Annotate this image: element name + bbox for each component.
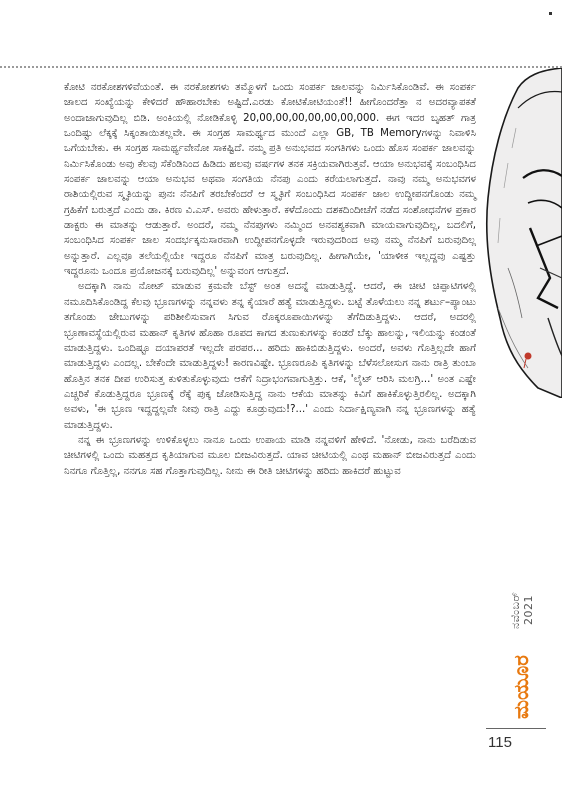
paragraph-3: ನನ್ನ ಈ ಭ್ರೂಣಗಳನ್ನು ಉಳಿಕೊಳ್ಳಲು ನಾನೂ ಒಂದು ಉಪಾಯ ಮಾಡಿ ನನ್ನವಳಿಗೆ ಹೇಳಿದೆ. 'ನೋಡು, ನಾನು ಬರೆದಿಡುವ ಚೀಟಿಗಳಲ್ಲಿ ಒಂದು ಮಹತ್ತದ ಕೃತಿಯಾಗುವ ಮೂಲ ಬೀಜವಿರುತ್ತದೆ. ಯಾವ ಚೀಟಿಯಲ್ಲಿ ಎಂಥ ಮಹಾನ್ ಬೀಜವಿರುತ್ತದೆ ಎಂದು ನಿನಗೂ ಗೊತ್ತಿಲ್ಲ, ನನಗೂ ಸಹ ಗೊತ್ತಾಗುವುದಿಲ್ಲ. ನೀನು ಈ ರೀತಿ ಚೀಟಿಗಳನ್ನು ಹರಿದು ಹಾಕಿದರೆ ಹುಟ್ಟುವ [64, 434, 476, 477]
face-illustration [478, 68, 562, 398]
corner-mark [549, 12, 552, 15]
page-number: 115 [488, 734, 512, 751]
page-top-margin [0, 0, 562, 60]
paragraph-1: ಕೋಟಿ ನರಕೋಶಗಳಿವೆಯಂತೆ. ಈ ನರಕೋಶಗಳು ತಮ್ಮೊಳಗೆ ಒಂದು ಸಂಪರ್ಕ ಜಾಲವನ್ನು ನಿರ್ಮಿಸಿಕೊಂಡಿವೆ. ಈ ಸಂಪರ್ಕ ಜಾಲದ ಸಂಖ್ಯೆಯನ್ನು ಕೇಳಿದರೆ ಹೌಹಾರಬೇಕು ಅಷ್ಟಿದೆ.ಎರಡು ಕೋಟಿಕೋಟಿಯಂತೆ!! ಹೀಗೊಂದರೆತ್ತಾ ನ ಅದರವ್ಯಾಪಕತೆ ಅಂದಾಜಾಗುವುದಿಲ್ಲ ಬಿಡಿ. ಅಂಕಿಯಲ್ಲಿ ನೋಡಿಕೊಳ್ಳಿ 20,00,00,00,00,00,00,000. ಈಗ ಇದರ ಬೃಹತ್ ಗಾತ್ರ ಒಂದಿಷ್ಟು ಲೆಕ್ಕಕ್ಕೆ ಸಿಕ್ಕಂತಾಯಿತಲ್ಲವೇ. ಈ ಸಂಗ್ರಹ ಸಾಮರ್ಥ್ಯದ ಮುಂದೆ ಎಲ್ಲಾ GB, TB Memoryಗಳನ್ನು ನಿವಾಳಿಸಿ ಒಗೆಯಬೇಕು. ಈ ಸಂಗ್ರಹ ಸಾಮರ್ಥ್ಯವೇನೋ ಸಾಕಷ್ಟಿದೆ. ನಮ್ಮ ಪ್ರತಿ ಅನುಭವದ ಸಂಗತಿಗಳು ಒಂದು ಹೊಸ ಸಂಪರ್ಕ ಜಾಲವನ್ನು ನಿರ್ಮಿಸಿಕೊಂಡು ಅವು ಕೆಲವು ಸೆಕೆಂಡಿನಿಂದ ಹಿಡಿದು ಹಲವು ವರ್ಷಗಳ ತನಕ ಸಕ್ರಿಯವಾಗಿರುತ್ತವೆ. ಆಯಾ ಅನುಭವಕ್ಕೆ ಸಂಬಂಧಿಸಿದ ಸಂಪರ್ಕ ಜಾಲವನ್ನು ಆಯಾ ಅನುಭವ ಅಥವಾ ಸಂಗತಿಯ ನೆನಪು ಎಂದು ಕರೆಯಲಾಗುತ್ತದೆ. ನಾವು ನಮ್ಮ ಅನುಭವಗಳ ರಾಶಿಯಲ್ಲಿರುವ ಸ್ಮೃತಿಯನ್ನು ಪುನಃ ನೆನಪಿಗೆ ತರಬೇಕೆಂದರೆ ಆ ಸ್ಮೃತಿಗೆ ಸಂಬಂಧಿಸಿದ ಸಂಪರ್ಕ ಜಾಲ ಉದ್ದೀಪನಗೊಂಡು ನಮ್ಮ ಗ್ರಹಿಕೆಗೆ ಬರುತ್ತದೆ ಎಂದು ಡಾ. ಕಿರಣ ವಿ.ಎಸ್. ಅವರು ಹೇಳುತ್ತಾರೆ. ಕಳೆದೊಂದು ದಶಕದಿಂದೀಚೆಗೆ ನಡೆದ ಸಂಶೋಧನೆಗಳ ಪ್ರಕಾರ ಡಾಕ್ಟರು ಈ ಮಾತನ್ನು ಆಡುತ್ತಾರೆ. ಅಂದರೆ, ನಮ್ಮ ನೆನಪುಗಳು ನಮ್ಮಿಂದ ಅನವಶ್ಯಕವಾಗಿ ಮಾಯವಾಗುವುದಿಲ್ಲ, ಬದಲಿಗೆ, ಸಂಬಂಧಿಸಿದ ಸಂಪರ್ಕ ಜಾಲ ಸಂದರ್ಭಕ್ಕನುಸಾರವಾಗಿ ಉದ್ದೀಪನಗೊಳ್ಳದೇ ಇರುವುದರಿಂದ ಅವು ನಮ್ಮ ನೆನಪಿಗೆ ಬರುವುದಿಲ್ಲ ಅನ್ನುತ್ತಾರೆ. ಎಲ್ಲವೂ ತಲೆಯಲ್ಲಿಯೇ ಇದ್ದರೂ ನೆನಪಿಗೆ ಮಾತ್ರ ಬರುವುದಿಲ್ಲ. ಹೀಗಾಗಿಯೇ, 'ಯಾಳೀಕ ಇಲ್ಲದ್ದವು ಎಷ್ಟತ್ತು ಇದ್ದರೂನು ಒಂದೂ ಪ್ರಯೋಜನಕ್ಕೆ ಬರುವುದಿಲ್ಲ' ಅನ್ನುವಂಗ ಆಗುತ್ತದೆ. [64, 82, 476, 278]
article-text [64, 80, 476, 479]
paragraph-2: ಅದಕ್ಕಾಗಿ ನಾನು ನೋಟ್ ಮಾಡುವ ಕ್ರಮವೇ ಬೆಸ್ಟ್ ಅಂತ ಅದನ್ನೆ ಮಾಡುತ್ತಿದ್ದೆ. ಆದರೆ, ಈ ಚೀಟಿ ಚಿಪ್ಪಾಟಿಗಳಲ್ಲಿ ನಮೂದಿಸಿಕೊಂಡಿದ್ದ ಕೆಲವು ಭ್ರೂಣಗಳನ್ನು ನನ್ನವಳು ತನ್ನ ಕೈಯಾರೆ ಹತ್ಯೆ ಮಾಡುತ್ತಿದ್ದಳು. ಬಟ್ಟೆ ತೊಳೆಯಲು ನನ್ನ ಶರ್ಟು–ಪ್ಯಾಂಟು ತಗೊಂಡು ಜೇಬುಗಳನ್ನು ಪರಿಶೀಲಿಸುವಾಗ ಸಿಗುವ ರೊಕ್ಕರೂಪಾಯಿಗಳನ್ನು ತೆಗೆದಿಡುತ್ತಿದ್ದಳು. ಆದರೆ, ಅದರಲ್ಲಿ ಭ್ರೂಣಾವಸ್ಥೆಯಲ್ಲಿರುವ ಮಹಾನ್ ಕೃತಿಗಳ ಹೊಹಾ ರೂಪದ ಕಾಗದ ತುಣುಕುಗಳನ್ನು ಕಂಡರೆ ಬೆಕ್ಕು ಹಾಲನ್ನು, ಇಲಿಯನ್ನು ಕಂಡಂತೆ ಮಾಡುತ್ತಿದ್ದಳು. ಒಂದಿಷ್ಟೂ ದಯಾಪರತೆ ಇಲ್ಲದೇ ಪರಪರ... ಹರಿದು ಹಾಕಿಬಿಡುತ್ತಿದ್ದಳು. ಅಂದರೆ, ಅವಳು ಗೊತ್ತಿಲ್ಲದೇ ಹಾಗೆ ಮಾಡುತ್ತಿದ್ದಳು ಎಂದಲ್ಲ. ಬೇಕೆಂದೇ ಮಾಡುತ್ತಿದ್ದಳು! ಕಾರಣವಿಷ್ಟೇ. ಭ್ರೂಣರೂಪಿ ಕೃತಿಗಳನ್ನು ಬೆಳೆಸಲೋಸುಗ ನಾನು ರಾತ್ರಿ ತುಂಬಾ ಹೊತ್ತಿನ ತನಕ ದೀಪ ಉರಿಸುತ್ತ ಕುಳಿತುಕೊಳ್ಳುವುದು ಆಕೆಗೆ ನಿದ್ರಾಭಂಗವಾಗುತ್ತಿತ್ತು. ಆಕೆ, 'ಲೈಟ್ ಆರಿಸಿ ಮಲಗ್ರಿ...' ಅಂತ ಎಷ್ಟೇ ಎಚ್ಚರಿಕೆ ಕೊಡುತ್ತಿದ್ದರೂ ಭ್ರೂಣಕ್ಕೆ ರೆಕ್ಕೆ ಪುಕ್ಕ ಜೋಡಿಸುತ್ತಿದ್ದ ನಾನು ಆಕೆಯ ಮಾತನ್ನು ಕಿವಿಗೆ ಹಾಕಿಕೊಳ್ಳುತ್ತಿರಲಿಲ್ಲ. ಅದಕ್ಕಾಗಿ ಅವಳು, 'ಈ ಭ್ರೂಣ ಇದ್ದದ್ದಲ್ಲವೇ ನೀವು ರಾತ್ರಿ ಎದ್ದು ಕೂಡ್ರುವುದು!?...' ಎಂದು ನಿರ್ದಾಕ್ಷಿಣ್ಯವಾಗಿ ನನ್ನ ಭ್ರೂಣಗಳನ್ನು ಹತ್ಯೆ ಮಾಡುತ್ತಿದ್ದಳು. [64, 281, 476, 431]
page-number-rule [486, 728, 546, 729]
issue-month-year: ನವೆಂಬರ್ 2021 [509, 591, 535, 629]
magazine-name: ಮಯೂರ [509, 655, 533, 719]
